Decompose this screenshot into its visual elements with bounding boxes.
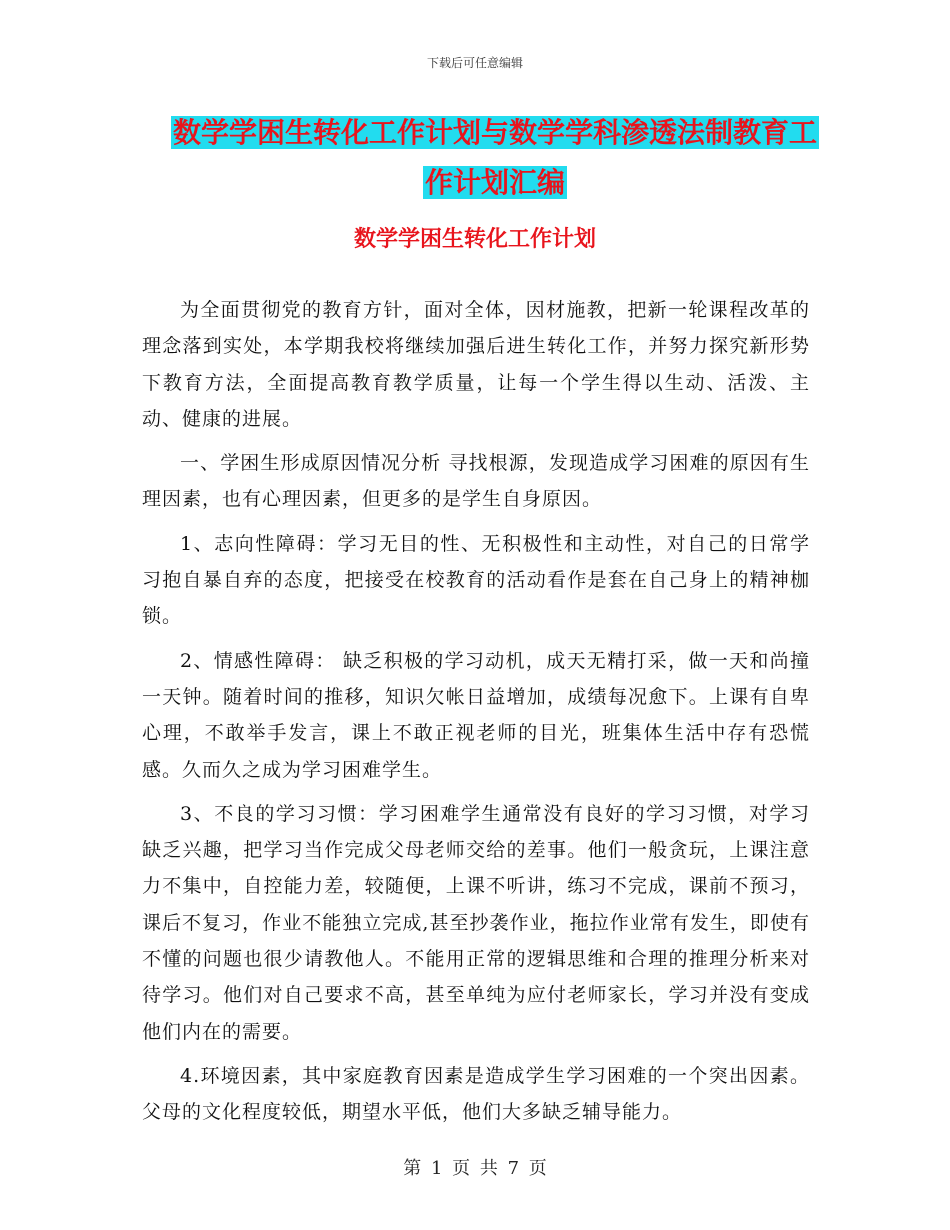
page-number-footer: 第 1 页 共 7 页	[403, 1158, 547, 1179]
document-title-line-1: 数学学困生转化工作计划与数学学科渗透法制教育工	[172, 116, 817, 149]
document-title-line-2: 作计划汇编	[424, 166, 565, 199]
document-body	[142, 292, 810, 1139]
section-title: 数学学困生转化工作计划	[353, 227, 596, 252]
paragraph-cause-analysis: 一、学困生形成原因情况分析 寻找根源，发现造成学习困难的原因有生理因素，也有心理因素，但更多的是学生自身原因。	[142, 452, 810, 511]
paragraph-ambition-barrier: 1、志向性障碍：学习无目的性、无积极性和主动性，对自己的日常学习抱自暴自弃的态度，把接受在校教育的活动看作是套在自己身上的精神枷锁。	[142, 532, 810, 628]
paragraph-study-habits: 3、不良的学习习惯：学习困难学生通常没有良好的学习习惯，对学习缺乏兴趣，把学习当作完成父母老师交给的差事。他们一般贪玩，上课注意力不集中，自控能力差，较随便，上课不听讲，练习不完成，课前不预习，课后不复习，作业不能独立完成,甚至抄袭作业，拖拉作业常有发生，即使有不懂的问题也很少请教他人。不能用正常的逻辑思维和合理的推理分析来对待学习。他们对自己要求不高，甚至单纯为应付老师家长，学习并没有变成他们内在的需要。	[142, 802, 810, 1043]
page-header-note: 下载后可任意编辑	[426, 56, 523, 70]
paragraph-environment: 4.环境因素，其中家庭教育因素是造成学生学习困难的一个突出因素。父母的文化程度较低，期望水平低，他们大多缺乏辅导能力。	[142, 1064, 810, 1124]
paragraph-intro: 为全面贯彻党的教育方针，面对全体，因材施教，把新一轮课程改革的理念落到实处，本学期我校将继续加强后进生转化工作，并努力探究新形势下教育方法，全面提高教育教学质量，让每一个学生得以生动、活泼、主动、健康的进展。	[142, 299, 810, 430]
document-title	[150, 108, 840, 208]
paragraph-emotional-barrier: 2、情感性障碍： 缺乏积极的学习动机，成天无精打采，做一天和尚撞一天钟。随着时间的推移，知识欠帐日益增加，成绩每况愈下。上课有自卑心理，不敢举手发言，课上不敢正视老师的目光，班集体生活中存有恐慌感。久而久之成为学习困难学生。	[142, 649, 810, 781]
